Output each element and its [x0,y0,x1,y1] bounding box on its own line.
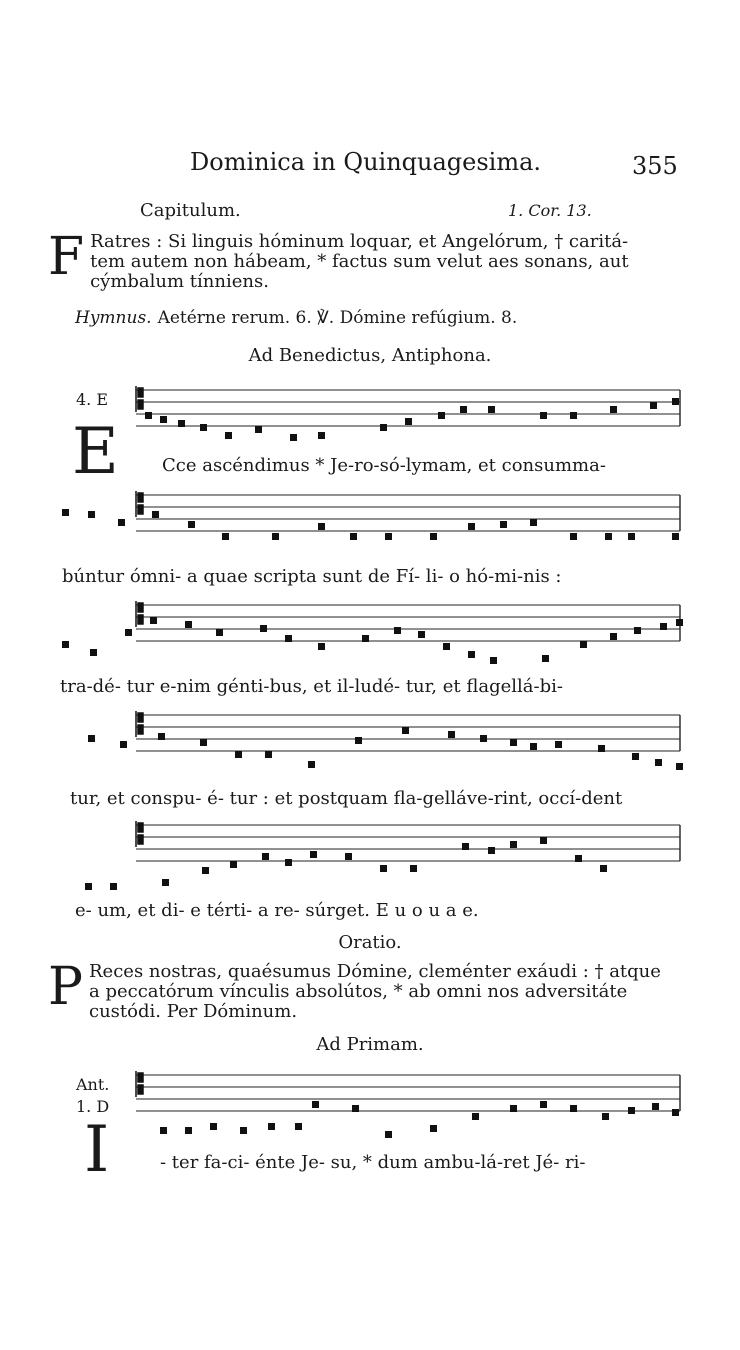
neume [540,412,547,419]
neume [510,1105,517,1112]
neume [650,402,657,409]
neume [575,855,582,862]
neume [310,851,317,858]
neume [500,521,507,528]
neume [462,843,469,850]
neume [200,424,207,431]
neume [62,641,69,648]
lyrics-line-2: búntur ómni- a quae scripta sunt de Fí- li- o hó-mi-nis : [62,566,562,587]
chant-staff-3 [0,595,740,680]
neume [85,883,92,890]
neume [268,1123,275,1130]
primam-initial: I [84,1113,110,1187]
lyrics-line-3: tra-dé- tur e-nim génti-bus, et il-ludé- tur, et flagellá-bi- [60,676,563,697]
neume [290,434,297,441]
running-title: Dominica in Quinquagesima. [190,148,542,176]
neume [530,519,537,526]
benedictus-initial: E [72,415,119,489]
lyrics-line-5: e- um, et di- e térti- a re- súrget. E u o u a e. [75,900,479,921]
neume [510,841,517,848]
neume [312,1101,319,1108]
neume [570,1105,577,1112]
neume [120,741,127,748]
neume [225,432,232,439]
neume [672,1109,679,1116]
neume [405,418,412,425]
neume [676,763,683,770]
neume [350,533,357,540]
neume [240,1127,247,1134]
neume [443,643,450,650]
capitulum-dropcap: F [48,227,85,287]
neume [555,741,562,748]
neume [160,416,167,423]
neume [235,751,242,758]
neume [460,406,467,413]
neume [610,633,617,640]
benedictus-mode: 4. E [76,390,109,409]
neume [222,533,229,540]
neume [345,853,352,860]
neume [145,412,152,419]
neume [598,745,605,752]
neume [380,424,387,431]
neume [468,523,475,530]
neume [385,1131,392,1138]
neume [600,865,607,872]
neume [230,861,237,868]
neume [265,751,272,758]
neume [540,837,547,844]
neume [632,753,639,760]
neume [438,412,445,419]
neume [580,641,587,648]
hymn-label: Hymnus. [75,308,152,328]
benedictus-title: Ad Benedictus, Antiphona. [248,345,492,366]
neume [308,761,315,768]
oratio-line-1: Reces nostras, quaésumus Dómine, cleménter exáudi : † atque [89,961,661,982]
neume [570,533,577,540]
neume [468,651,475,658]
neume [672,398,679,405]
primam-title: Ad Primam. [316,1034,424,1055]
neume [260,625,267,632]
neume [110,883,117,890]
neume [628,1107,635,1114]
neume [570,412,577,419]
neume [272,533,279,540]
capitulum-title: Capitulum. [140,200,241,221]
chant-staff-2 [0,485,740,560]
neume [158,733,165,740]
neume [628,533,635,540]
neume [488,406,495,413]
neume [188,521,195,528]
neume [318,523,325,530]
neume [610,406,617,413]
page-number: 355 [632,152,678,180]
neume [385,533,392,540]
neume [285,635,292,642]
neume [410,865,417,872]
neume [430,1125,437,1132]
oratio-line-3: custódi. Per Dóminum. [89,1001,298,1022]
neume [490,657,497,664]
neume [652,1103,659,1110]
neume [202,867,209,874]
neume [380,865,387,872]
chant-staff-6 [0,1065,740,1140]
hymn-line [75,308,517,328]
neume [118,519,125,526]
neume [634,627,641,634]
neume [152,511,159,518]
oratio-dropcap: P [48,957,83,1017]
oratio-text [48,957,680,1022]
neume [672,533,679,540]
neume [295,1123,302,1130]
oratio-line-2: a peccatórum vínculis absolútos, * ab omni nos adversitáte [89,981,628,1002]
oratio-title: Oratio. [338,932,402,953]
neume [162,879,169,886]
neume [448,731,455,738]
hymn-text: Aetérne rerum. 6. ℣. Dómine refúgium. 8. [157,308,518,328]
neume [402,727,409,734]
primam-lyrics: - ter fa-ci- énte Je- su, * dum ambu-lá-ret Jé- ri- [160,1152,586,1173]
neume [510,739,517,746]
neume [430,533,437,540]
neume [285,859,292,866]
neume [150,617,157,624]
neume [318,643,325,650]
neume [88,511,95,518]
lyrics-line-1: Cce ascéndimus * Je-ro-só-lymam, et consumma- [162,455,606,476]
primam-mode-ant: Ant. [76,1075,110,1094]
neume [605,533,612,540]
neume [540,1101,547,1108]
neume [542,655,549,662]
neume [660,623,667,630]
neume [394,627,401,634]
chant-staff-1 [0,380,740,450]
chant-staff-4 [0,705,740,785]
neume [602,1113,609,1120]
neume [255,426,262,433]
neume [90,649,97,656]
capitulum-line-1: Ratres : Si linguis hóminum loquar, et Angelórum, † caritá- [90,231,629,252]
neume [210,1123,217,1130]
neume [472,1113,479,1120]
chant-staff-5 [0,815,740,895]
capitulum-reference: 1. Cor. 13. [508,201,592,220]
lyrics-line-4: tur, et conspu- é- tur : et postquam fla-gelláve-rint, occí-dent [70,788,623,809]
neume [216,629,223,636]
neume [352,1105,359,1112]
primam-mode-number: 1. D [76,1097,110,1116]
neume [480,735,487,742]
neume [160,1127,167,1134]
neume [488,847,495,854]
neume [88,735,95,742]
neume [185,621,192,628]
capitulum-line-3: cýmbalum tínniens. [90,271,269,292]
neume [178,420,185,427]
neume [62,509,69,516]
capitulum-text [48,227,680,292]
neume [676,619,683,626]
neume [262,853,269,860]
neume [318,432,325,439]
neume [355,737,362,744]
neume [655,759,662,766]
neume [418,631,425,638]
neume [185,1127,192,1134]
neume [530,743,537,750]
neume [362,635,369,642]
capitulum-line-2: tem autem non hábeam, * factus sum velut aes sonans, aut [90,251,629,272]
neume [200,739,207,746]
neume [125,629,132,636]
